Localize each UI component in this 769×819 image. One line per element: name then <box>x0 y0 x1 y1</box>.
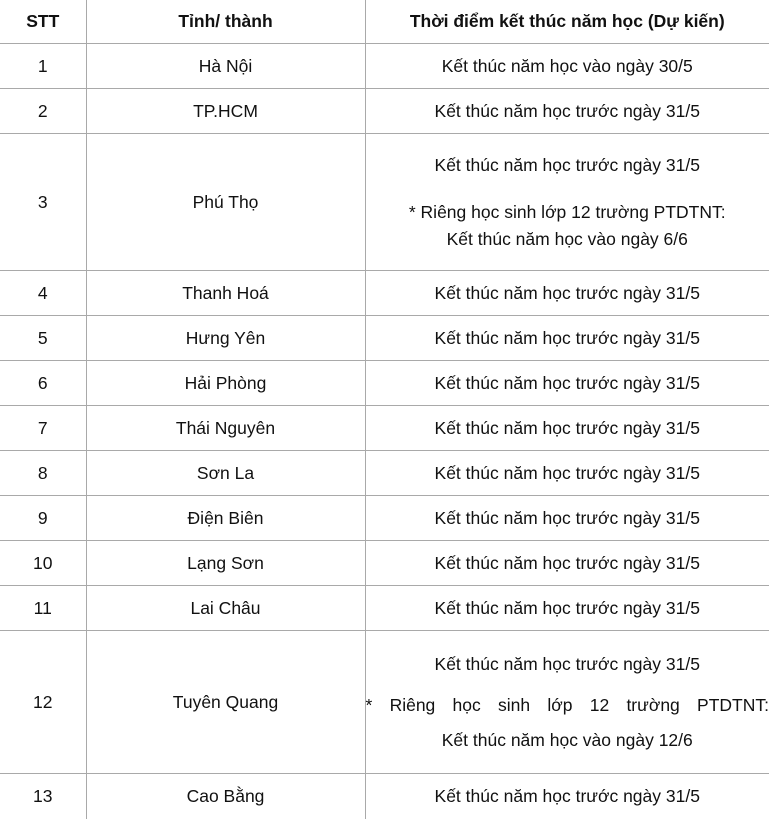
table-row <box>0 89 769 134</box>
row-stt: 6 <box>0 361 86 406</box>
row-stt: 2 <box>0 89 86 134</box>
note-spacer <box>366 179 769 199</box>
row-stt: 5 <box>0 316 86 361</box>
row-end-time-main: Kết thúc năm học trước ngày 31/5 <box>434 653 700 674</box>
row-stt: 3 <box>0 134 86 271</box>
row-end-time: Kết thúc năm học trước ngày 31/5 <box>365 586 769 631</box>
row-stt: 4 <box>0 271 86 316</box>
row-stt: 10 <box>0 541 86 586</box>
table-row <box>0 361 769 406</box>
row-province: Hải Phòng <box>86 361 365 406</box>
row-province: Hà Nội <box>86 44 365 89</box>
row-note-line1: * Riêng học sinh lớp 12 trường PTDTNT: <box>365 694 769 715</box>
table-row <box>0 496 769 541</box>
table-row <box>0 631 769 774</box>
table-row <box>0 541 769 586</box>
row-end-time: Kết thúc năm học trước ngày 31/5 <box>365 451 769 496</box>
row-stt: 12 <box>0 631 86 774</box>
table-row <box>0 406 769 451</box>
table-row <box>0 316 769 361</box>
row-end-time: Kết thúc năm học trước ngày 31/5 <box>365 406 769 451</box>
row-end-time: Kết thúc năm học trước ngày 31/5 <box>365 361 769 406</box>
row-province: Lai Châu <box>86 586 365 631</box>
row-end-time-main: Kết thúc năm học trước ngày 31/5 <box>434 154 700 175</box>
row-province: Cao Bằng <box>86 774 365 819</box>
row-stt: 7 <box>0 406 86 451</box>
row-province: TP.HCM <box>86 89 365 134</box>
row-province: Tuyên Quang <box>86 631 365 774</box>
row-province: Hưng Yên <box>86 316 365 361</box>
row-stt: 1 <box>0 44 86 89</box>
row-end-time: Kết thúc năm học trước ngày 31/5 <box>365 316 769 361</box>
note-spacer <box>366 678 769 692</box>
row-end-time: Kết thúc năm học trước ngày 31/5 <box>365 541 769 586</box>
row-end-time: Kết thúc năm học trước ngày 31/5 <box>365 496 769 541</box>
row-province: Lạng Sơn <box>86 541 365 586</box>
row-end-time <box>365 631 769 774</box>
table-row <box>0 271 769 316</box>
row-note-line2: Kết thúc năm học vào ngày 12/6 <box>441 729 693 750</box>
header-stt: STT <box>0 0 86 44</box>
row-stt: 9 <box>0 496 86 541</box>
row-end-time: Kết thúc năm học trước ngày 31/5 <box>365 89 769 134</box>
row-stt: 13 <box>33 785 53 806</box>
header-province: Tỉnh/ thành <box>86 0 365 44</box>
row-province: Thanh Hoá <box>86 271 365 316</box>
row-end-time: Kết thúc năm học trước ngày 31/5 <box>365 271 769 316</box>
table-row <box>0 134 769 271</box>
row-stt: 8 <box>0 451 86 496</box>
row-province: Phú Thọ <box>86 134 365 271</box>
header-end-time: Thời điểm kết thúc năm học (Dự kiến) <box>365 0 769 44</box>
row-note-line1: * Riêng học sinh lớp 12 trường PTDTNT: <box>408 201 726 222</box>
table-row <box>0 451 769 496</box>
header-row <box>0 0 769 44</box>
table-row <box>0 44 769 89</box>
table-row <box>0 586 769 631</box>
row-end-time <box>365 134 769 271</box>
row-end-time: Kết thúc năm học vào ngày 30/5 <box>365 44 769 89</box>
row-stt: 11 <box>0 586 86 631</box>
row-province: Sơn La <box>86 451 365 496</box>
row-province: Điện Biên <box>86 496 365 541</box>
table-row <box>0 774 769 819</box>
row-note-line2: Kết thúc năm học vào ngày 6/6 <box>446 228 688 249</box>
row-province: Thái Nguyên <box>86 406 365 451</box>
row-end-time: Kết thúc năm học trước ngày 31/5 <box>365 774 769 819</box>
